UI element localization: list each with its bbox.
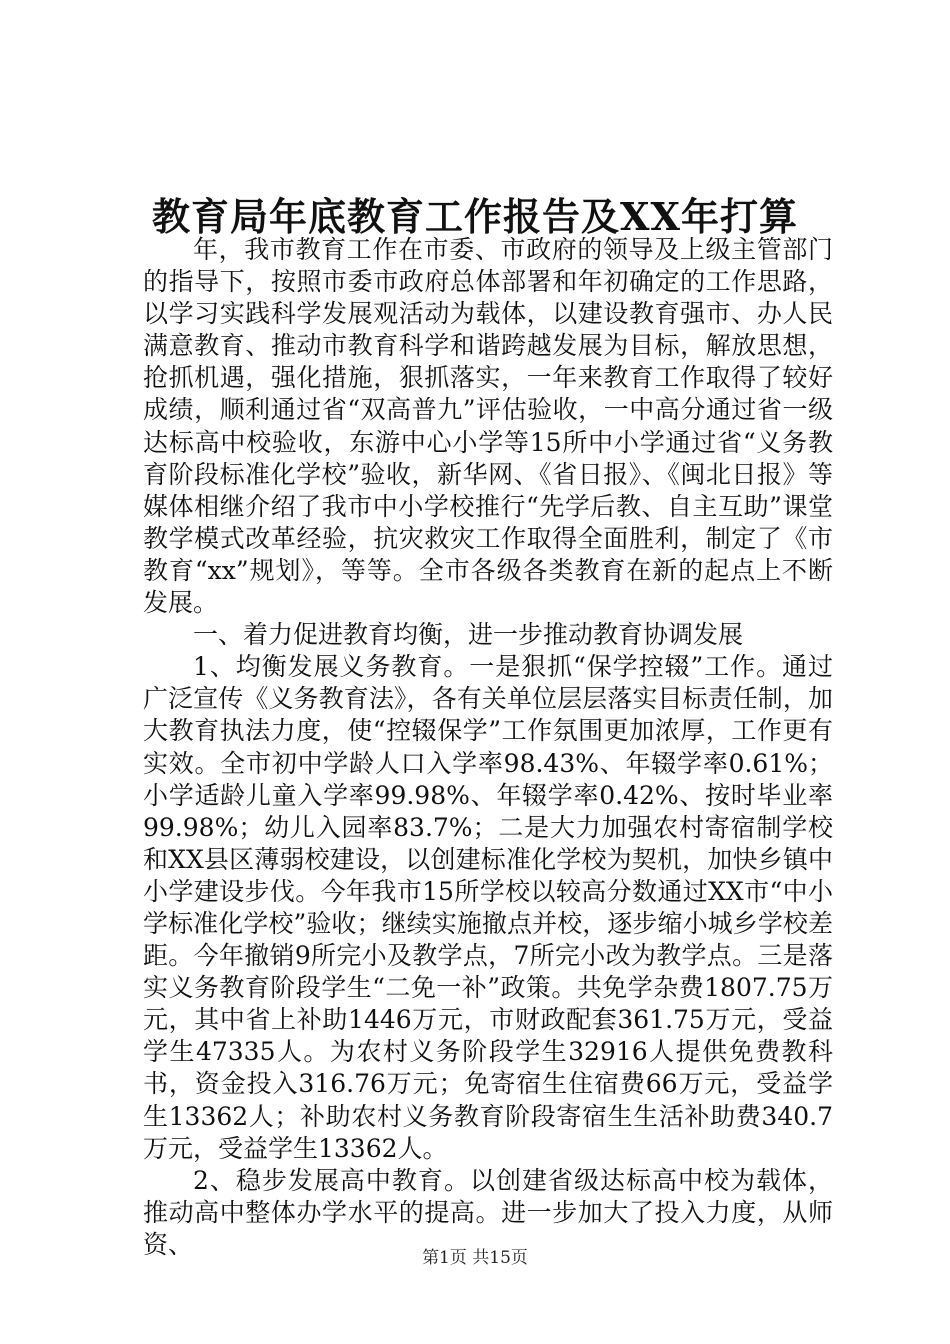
page-title: 教育局年底教育工作报告及XX年打算 [152, 194, 798, 239]
body-paragraph: 1、均衡发展义务教育。一是狠抓“保学控辍”工作。通过广泛宣传《义务教育法》，各有关单位层层落实目标责任制，加大教育执法力度，使“控辍保学”工作氛围更加浓厚，工作更有实效。全市初中学龄人口入学率98.43%、年辍学率0.61%；小学适龄儿童入学率99.98%、年辍学率0.42%、按时毕业率99.98%；幼儿入园率83.7%；二是大力加强农村寄宿制学校和XX县区薄弱校建设，以创建标准化学校为契机，加快乡镇中小学建设步伐。今年我市15所学校以较高分数通过XX市“中小学标准化学校”验收；继续实施撤点并校，逐步缩小城乡学校差距。今年撤销9所完小及教学点，7所完小改为教学点。三是落实义务教育阶段学生“二免一补”政策。共免学杂费1807.75万元，其中省上补助1446万元，市财政配套361.75万元，受益学生47335人。为农村义务阶段学生32916人提供免费教科书，资金投入316.76万元；免寄宿生住宿费66万元，受益学生13362人；补助农村义务教育阶段寄宿生生活补助费340.7万元，受益学生13362人。 [143, 652, 833, 1163]
document-body [143, 234, 833, 1261]
body-paragraph: 2、稳步发展高中教育。以创建省级达标高中校为载体，推动高中整体办学水平的提高。进一步加大了投入力度，从师资、 [143, 1165, 833, 1259]
section-heading: 一、着力促进教育均衡，进一步推动教育协调发展 [193, 620, 744, 650]
page-number: 第1页 共15页 [422, 1248, 528, 1268]
intro-paragraph: 年，我市教育工作在市委、市政府的领导及上级主管部门的指导下，按照市委市政府总体部署和年初确定的工作思路，以学习实践科学发展观活动为载体，以建设教育强市、办人民满意教育、推动市教育科学和谐跨越发展为目标，解放思想，抢抓机遇，强化措施，狠抓落实，一年来教育工作取得了较好成绩，顺利通过省“双高普九”评估验收，一中高分通过省一级达标高中校验收，东游中心小学等15所中小学通过省“义务教育阶段标准化学校”验收，新华网、《省日报》、《闽北日报》等媒体相继介绍了我市中小学校推行“先学后教、自主互助”课堂教学模式改革经验，抗灾救灾工作取得全面胜利，制定了《市教育“xx”规划》，等等。全市各级各类教育在新的起点上不断发展。 [143, 235, 833, 618]
